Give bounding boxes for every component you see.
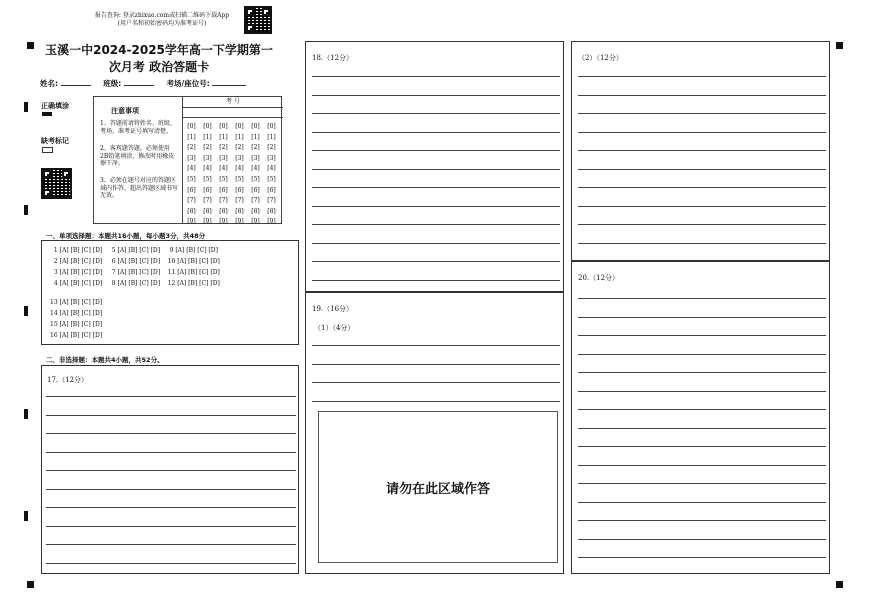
instructions-item: 1、答题前请将姓名、班级、考场、准考证号填写清楚。 bbox=[100, 120, 176, 135]
answer-line[interactable] bbox=[312, 76, 560, 77]
exam-number-column[interactable] bbox=[201, 122, 214, 228]
exam-digit-bubble[interactable]: [7] bbox=[267, 197, 276, 205]
exam-digit-bubble[interactable]: [8] bbox=[219, 207, 228, 215]
exam-digit-bubble[interactable]: [0] bbox=[187, 123, 196, 130]
instructions-item: 2、客观题答题，必须使用2B铅笔填涂，修改时用橡皮擦干净。 bbox=[100, 145, 175, 167]
instructions-box bbox=[93, 96, 282, 224]
q19-part2-label: （2）（12分） bbox=[578, 54, 623, 62]
answer-line[interactable] bbox=[578, 354, 826, 355]
exam-digit-bubble[interactable]: [1] bbox=[187, 133, 196, 141]
exam-digit-bubble[interactable]: [8] bbox=[251, 207, 260, 215]
exam-digit-bubble[interactable]: [5] bbox=[187, 175, 196, 183]
exam-number-header: 考 号 bbox=[226, 98, 240, 105]
q17-label: 17.（12分） bbox=[47, 376, 89, 384]
answer-line[interactable] bbox=[46, 563, 296, 564]
report-qr-code[interactable] bbox=[244, 6, 272, 34]
student-info-row bbox=[40, 78, 246, 89]
answer-line[interactable] bbox=[578, 224, 826, 225]
corner-mark-top-left bbox=[27, 42, 34, 49]
q19-lines bbox=[312, 345, 560, 405]
page-title bbox=[44, 42, 274, 76]
exam-digit-bubble[interactable]: [0] bbox=[251, 123, 260, 130]
corner-mark-bottom-left bbox=[27, 581, 34, 588]
answer-line[interactable] bbox=[46, 489, 296, 490]
answer-line[interactable] bbox=[578, 391, 826, 392]
mcq-row[interactable]: 14 [A] [B] [C] [D] bbox=[50, 310, 103, 317]
answer-line[interactable] bbox=[312, 345, 560, 346]
exam-digit-bubble[interactable]: [7] bbox=[187, 197, 196, 205]
exam-digit-bubble[interactable]: [5] bbox=[203, 175, 212, 183]
answer-line[interactable] bbox=[312, 261, 560, 262]
section2-title: 二、非选择题：本题共4小题，共52分。 bbox=[46, 356, 164, 364]
exam-digit-bubble[interactable]: [8] bbox=[187, 207, 196, 215]
exam-digit-bubble[interactable]: [3] bbox=[187, 154, 196, 162]
answer-line[interactable] bbox=[578, 409, 826, 410]
q19-part2-answer-box[interactable] bbox=[571, 41, 830, 261]
answer-line[interactable] bbox=[312, 280, 560, 281]
answer-line[interactable] bbox=[578, 187, 826, 188]
exam-digit-bubble[interactable]: [3] bbox=[251, 154, 260, 162]
exam-digit-bubble[interactable]: [5] bbox=[251, 175, 260, 183]
exam-number-column[interactable] bbox=[265, 122, 278, 228]
corner-mark-bottom-right bbox=[836, 581, 843, 588]
exam-digit-bubble[interactable]: [0] bbox=[267, 123, 276, 130]
answer-line[interactable] bbox=[578, 372, 826, 373]
exam-digit-bubble[interactable]: [2] bbox=[203, 144, 212, 152]
report-notice-line2: (用户名和初始密码均为准考证号) bbox=[117, 19, 207, 27]
answer-line[interactable] bbox=[312, 169, 560, 170]
q20-lines bbox=[578, 298, 826, 570]
answer-line[interactable] bbox=[312, 95, 560, 96]
timing-mark bbox=[24, 409, 28, 419]
exam-digit-bubble[interactable]: [8] bbox=[267, 207, 276, 215]
exam-digit-bubble[interactable]: [7] bbox=[235, 197, 244, 205]
exam-digit-bubble[interactable]: [6] bbox=[267, 186, 276, 194]
q20-label: 20.（12分） bbox=[578, 274, 620, 282]
q19-label: 19.（16分） bbox=[312, 305, 354, 313]
q17-answer-box[interactable] bbox=[41, 365, 299, 574]
exam-digit-bubble[interactable]: [0] bbox=[203, 123, 212, 130]
timing-mark bbox=[24, 306, 28, 316]
exam-digit-bubble[interactable]: [8] bbox=[203, 207, 212, 215]
answer-line[interactable] bbox=[578, 335, 826, 336]
exam-digit-bubble[interactable]: [3] bbox=[267, 154, 276, 162]
answer-line[interactable] bbox=[312, 150, 560, 151]
title-line2: 次月考 政治答题卡 bbox=[108, 60, 210, 74]
answer-line[interactable] bbox=[578, 206, 826, 207]
exam-digit-bubble[interactable]: [7] bbox=[219, 197, 228, 205]
section1-title: 一、单项选择题：本题共16小题，每小题3分，共48分 bbox=[46, 232, 206, 240]
answer-line[interactable] bbox=[46, 507, 296, 508]
mcq-row[interactable]: 3 [A] [B] [C] [D] 7 [A] [B] [C] [D] 11 [A] [B] [C] [D] bbox=[52, 269, 220, 276]
answer-line[interactable] bbox=[312, 206, 560, 207]
exam-digit-bubble[interactable]: [4] bbox=[235, 165, 244, 173]
answer-line[interactable] bbox=[578, 132, 826, 133]
answer-line[interactable] bbox=[46, 433, 296, 434]
q18-lines bbox=[312, 76, 560, 288]
exam-digit-bubble[interactable]: [6] bbox=[251, 186, 260, 194]
q19-answer-box[interactable] bbox=[305, 292, 564, 574]
instructions-heading: 注意事项 bbox=[111, 107, 139, 115]
exam-digit-bubble[interactable]: [0] bbox=[235, 123, 244, 130]
answer-line[interactable] bbox=[578, 298, 826, 299]
mcq-row[interactable]: 2 [A] [B] [C] [D] 6 [A] [B] [C] [D] 10 [A] [B] [C] [D] bbox=[52, 258, 220, 265]
mcq-answer-box bbox=[41, 240, 299, 345]
exam-digit-bubble[interactable]: [3] bbox=[203, 154, 212, 162]
q18-answer-box[interactable] bbox=[305, 41, 564, 292]
exam-digit-bubble[interactable]: [3] bbox=[235, 154, 244, 162]
exam-digit-bubble[interactable]: [6] bbox=[187, 186, 196, 194]
answer-line[interactable] bbox=[578, 446, 826, 447]
report-notice-line1: 报告查询: 登录zhixue.com或扫描二维码下载App bbox=[94, 12, 230, 19]
answer-line[interactable] bbox=[46, 415, 296, 416]
exam-digit-bubble[interactable]: [5] bbox=[219, 175, 228, 183]
answer-line[interactable] bbox=[46, 544, 296, 545]
exam-digit-bubble[interactable]: [1] bbox=[251, 133, 260, 141]
q19-sub1-label: （1）（4分） bbox=[314, 324, 355, 332]
instructions-item: 3、必须在题号对应的答题区域内作答，超出答题区域书写无效。 bbox=[100, 177, 179, 199]
exam-digit-bubble[interactable]: [7] bbox=[251, 197, 260, 205]
exam-digit-bubble[interactable]: [2] bbox=[187, 144, 196, 152]
exam-number-column[interactable] bbox=[249, 122, 262, 228]
exam-digit-bubble[interactable]: [4] bbox=[203, 165, 212, 173]
exam-digit-bubble[interactable]: [0] bbox=[219, 123, 228, 130]
exam-digit-bubble[interactable]: [4] bbox=[219, 165, 228, 173]
q20-answer-box[interactable] bbox=[571, 261, 830, 574]
class-label: 班级: bbox=[103, 79, 122, 88]
exam-digit-bubble[interactable]: [9] bbox=[235, 218, 244, 226]
answer-line[interactable] bbox=[46, 470, 296, 471]
corner-mark-top-right bbox=[836, 42, 843, 49]
exam-digit-bubble[interactable]: [3] bbox=[219, 154, 228, 162]
exam-number-grid bbox=[182, 97, 283, 224]
q19-part2-lines bbox=[578, 76, 826, 258]
answer-line[interactable] bbox=[578, 95, 826, 96]
answer-line[interactable] bbox=[46, 396, 296, 397]
answer-line[interactable] bbox=[578, 428, 826, 429]
exam-digit-bubble[interactable]: [4] bbox=[267, 165, 276, 173]
answer-line[interactable] bbox=[578, 539, 826, 540]
answer-line[interactable] bbox=[578, 502, 826, 503]
exam-digit-bubble[interactable]: [9] bbox=[267, 218, 276, 226]
exam-digit-bubble[interactable]: [4] bbox=[251, 165, 260, 173]
answer-line[interactable] bbox=[578, 483, 826, 484]
exam-digit-bubble[interactable]: [6] bbox=[235, 186, 244, 194]
exam-digit-bubble[interactable]: [2] bbox=[267, 144, 276, 152]
no-answer-text: 请勿在此区域作答 bbox=[385, 482, 490, 497]
exam-digit-bubble[interactable]: [2] bbox=[251, 144, 260, 152]
answer-line[interactable] bbox=[46, 452, 296, 453]
answer-line[interactable] bbox=[578, 169, 826, 170]
answer-line[interactable] bbox=[578, 557, 826, 558]
answer-line[interactable] bbox=[578, 465, 826, 466]
mcq-row[interactable]: 16 [A] [B] [C] [D] bbox=[50, 332, 103, 339]
exam-digit-bubble[interactable]: [9] bbox=[187, 218, 196, 226]
answer-line[interactable] bbox=[46, 526, 296, 527]
absent-mark-box[interactable] bbox=[42, 147, 53, 153]
exam-number-column[interactable] bbox=[233, 122, 246, 228]
q17-lines bbox=[46, 396, 296, 571]
answer-line[interactable] bbox=[312, 113, 560, 114]
class-field[interactable] bbox=[124, 85, 154, 86]
exam-digit-bubble[interactable]: [9] bbox=[203, 218, 212, 226]
exam-digit-bubble[interactable]: [6] bbox=[219, 186, 228, 194]
answer-line[interactable] bbox=[312, 382, 560, 383]
room-seat-field[interactable] bbox=[212, 85, 246, 86]
exam-number-columns[interactable] bbox=[185, 122, 281, 226]
timing-mark bbox=[24, 205, 28, 215]
answer-line[interactable] bbox=[312, 401, 560, 402]
answer-line[interactable] bbox=[578, 520, 826, 521]
title-line1: 玉溪一中2024-2025学年高一下学期第一 bbox=[45, 43, 273, 57]
exam-digit-bubble[interactable]: [5] bbox=[267, 175, 276, 183]
answer-line[interactable] bbox=[312, 224, 560, 225]
exam-digit-bubble[interactable]: [1] bbox=[267, 133, 276, 141]
answer-line[interactable] bbox=[578, 317, 826, 318]
exam-digit-bubble[interactable]: [1] bbox=[219, 133, 228, 141]
exam-digit-bubble[interactable]: [9] bbox=[251, 218, 260, 226]
exam-digit-bubble[interactable]: [4] bbox=[187, 165, 196, 173]
exam-digit-bubble[interactable]: [9] bbox=[219, 218, 228, 226]
answer-line[interactable] bbox=[578, 113, 826, 114]
mcq-row[interactable]: 1 [A] [B] [C] [D] 5 [A] [B] [C] [D] 9 [A] [B] [C] [D] bbox=[52, 247, 218, 254]
exam-digit-bubble[interactable]: [6] bbox=[203, 186, 212, 194]
absent-mark-label: 缺考标记 bbox=[41, 137, 69, 145]
correct-fill-label: 正确填涂 bbox=[41, 102, 69, 110]
correct-fill-sample bbox=[42, 112, 52, 116]
exam-digit-bubble[interactable]: [1] bbox=[203, 133, 212, 141]
exam-digit-bubble[interactable]: [2] bbox=[235, 144, 244, 152]
exam-number-column[interactable] bbox=[217, 122, 230, 228]
exam-number-column[interactable] bbox=[185, 122, 198, 228]
name-field[interactable] bbox=[61, 85, 91, 86]
mcq-row[interactable]: 15 [A] [B] [C] [D] bbox=[50, 321, 103, 328]
answer-line[interactable] bbox=[578, 243, 826, 244]
timing-mark bbox=[24, 511, 28, 521]
mcq-row[interactable]: 13 [A] [B] [C] [D] bbox=[50, 299, 103, 306]
answer-line[interactable] bbox=[578, 150, 826, 151]
answer-line[interactable] bbox=[312, 243, 560, 244]
exam-digit-bubble[interactable]: [5] bbox=[235, 175, 244, 183]
answer-line[interactable] bbox=[312, 364, 560, 365]
exam-digit-bubble[interactable]: [8] bbox=[235, 207, 244, 215]
exam-digit-bubble[interactable]: [7] bbox=[203, 197, 212, 205]
answer-line[interactable] bbox=[578, 76, 826, 77]
q18-label: 18.（12分） bbox=[312, 54, 354, 62]
exam-digit-bubble[interactable]: [2] bbox=[219, 144, 228, 152]
answer-line[interactable] bbox=[312, 132, 560, 133]
student-qr-code bbox=[41, 168, 72, 199]
exam-digit-bubble[interactable]: [1] bbox=[235, 133, 244, 141]
answer-line[interactable] bbox=[312, 187, 560, 188]
no-answer-zone bbox=[318, 411, 558, 563]
timing-mark bbox=[24, 102, 28, 112]
room-seat-label: 考场/座位号: bbox=[166, 79, 210, 88]
report-notice bbox=[82, 12, 242, 27]
name-label: 姓名: bbox=[40, 79, 58, 88]
mcq-row[interactable]: 4 [A] [B] [C] [D] 8 [A] [B] [C] [D] 12 [A] [B] [C] [D] bbox=[52, 280, 220, 287]
